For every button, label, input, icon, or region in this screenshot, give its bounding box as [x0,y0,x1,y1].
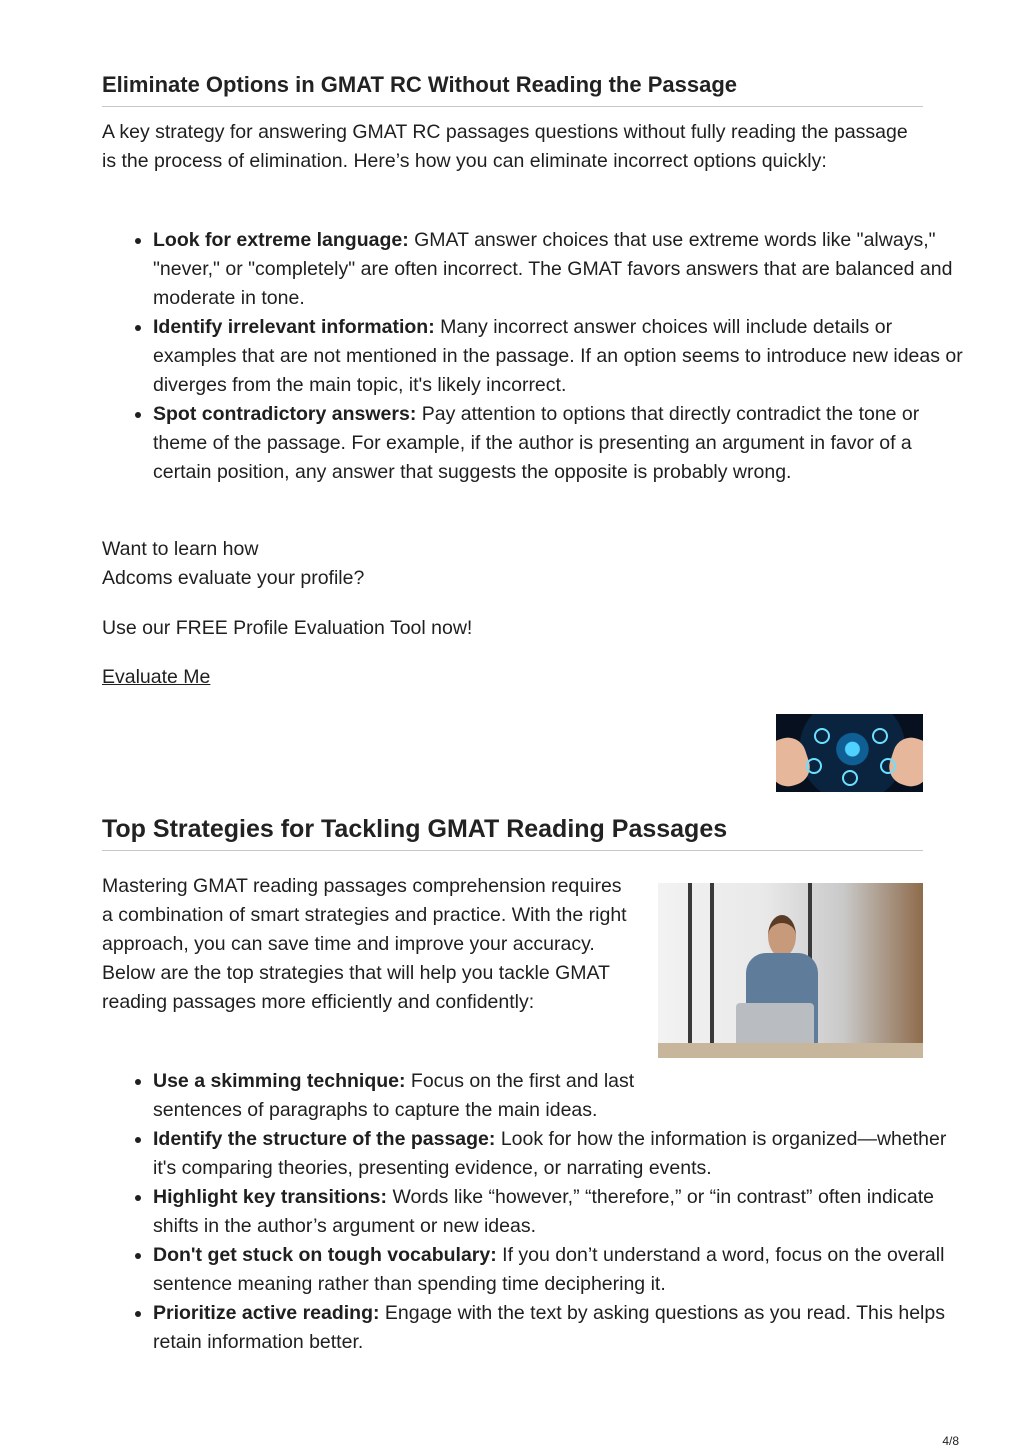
cta-question [102,535,364,593]
list-item-text: Focus on the first and last sentences of paragraphs to capture the main ideas. [153,1070,635,1121]
cta-tool-text: Use our FREE Profile Evaluation Tool now! [102,617,473,639]
list-item-title: Highlight key transitions: [153,1186,388,1208]
section-heading-eliminate-options: Eliminate Options in GMAT RC Without Reading the Passage [102,70,923,107]
list-item-text: Words like “however,” “therefore,” or “in contrast” often indicate shifts in the author’s argument or new ideas. [153,1186,934,1237]
list-item-title: Don't get stuck on tough vocabulary: [153,1244,497,1266]
list-item-title: Identify the structure of the passage: [153,1128,496,1150]
list-item [153,1125,974,1183]
cta-line-1: Want to learn how [102,538,259,560]
list-item-text: If you don’t understand a word, focus on the overall sentence meaning rather than spending time deciphering it. [153,1244,945,1295]
list-item-text: Pay attention to options that directly contradict the tone or theme of the passage. For example, if the author is presenting an argument in favor of a certain position, any answer that suggests the opposite is probably wrong. [153,403,920,483]
list-item-title: Use a skimming technique: [153,1070,406,1092]
student-laptop-photo [658,883,923,1058]
cta-line-2: Adcoms evaluate your profile? [102,567,365,589]
list-item [153,226,974,313]
list-item [153,313,974,400]
section2-intro-paragraph: Mastering GMAT reading passages comprehension requires a combination of smart strategies and practice. With the right approach, you can save time and improve your accuracy. Below are the top strategies that will help you tackle GMAT reading passages more efficiently and confidently: [102,875,627,1013]
section1-intro-paragraph: A key strategy for answering GMAT RC passages questions without fully reading the passage is the process of elimination. Here’s how you can eliminate incorrect options quickly: [102,121,908,172]
strategies-list-part2 [102,1125,974,1357]
evaluate-me-link[interactable]: Evaluate Me [102,666,211,688]
profile-evaluation-image [776,714,923,792]
list-item-title: Spot contradictory answers: [153,403,417,425]
list-item-title: Identify irrelevant information: [153,316,435,338]
list-item-text: GMAT answer choices that use extreme words like "always," "never," or "completely" are often incorrect. The GMAT favors answers that are balanced and moderate in tone. [153,229,953,309]
list-item [153,1241,974,1299]
list-item-text: Look for how the information is organized—whether it's comparing theories, presenting evidence, or narrating events. [153,1128,947,1179]
strategies-list-part1 [102,1067,723,1125]
list-item-title: Prioritize active reading: [153,1302,380,1324]
list-item [153,400,974,487]
list-item-title: Look for extreme language: [153,229,409,251]
list-item [153,1183,974,1241]
list-item [153,1299,974,1357]
list-item-text: Engage with the text by asking questions as you read. This helps retain information better. [153,1302,945,1353]
list-item-text: Many incorrect answer choices will include details or examples that are not mentioned in the passage. If an option seems to introduce new ideas or diverges from the main topic, it's likely incorrect. [153,316,963,396]
page-number: 4/8 [942,1434,959,1448]
list-item [153,1067,723,1125]
elimination-tips-list [102,226,974,487]
section-heading-top-strategies: Top Strategies for Tackling GMAT Reading Passages [102,812,923,851]
